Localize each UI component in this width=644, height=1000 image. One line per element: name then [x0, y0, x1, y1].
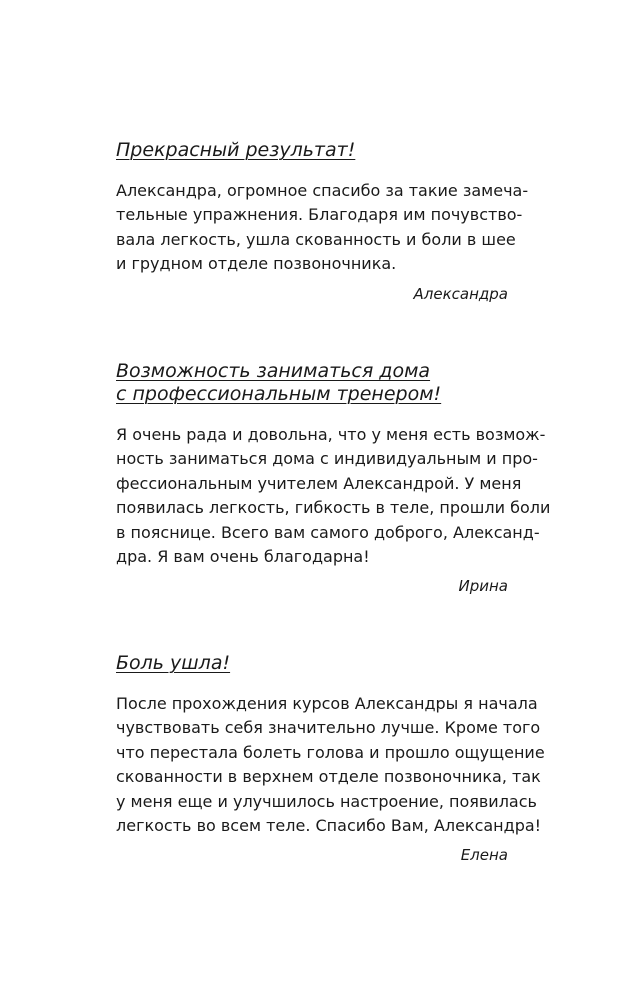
review-text — [116, 692, 545, 838]
text-line: и грудном отделе позвоночника. — [116, 254, 397, 274]
review-title — [116, 652, 508, 675]
review-2 — [116, 360, 551, 597]
text-line: После прохождения курсов Александры я начала — [116, 694, 538, 713]
text-line: ность заниматься дома с индивидуальным и про- — [116, 449, 538, 469]
review-text — [116, 179, 529, 277]
text-line: что перестала болеть голова и прошло ощущение — [116, 742, 545, 762]
review-author: Ирина — [458, 577, 508, 596]
review-text — [116, 423, 551, 569]
text-line: чувствовать себя значительно лучше. Кроме того — [116, 718, 541, 738]
text-line: дра. Я вам очень благодарна! — [116, 547, 370, 567]
review-title-line: с профессиональным тренером! — [116, 383, 442, 405]
review-3 — [116, 652, 545, 866]
review-1 — [116, 139, 529, 305]
review-title — [116, 139, 508, 162]
text-line: Александра, огромное спасибо за такие замеча- — [116, 181, 529, 200]
text-line: вала легкость, ушла скованность и боли в шее — [116, 229, 516, 249]
review-title-line: Возможность заниматься дома — [116, 360, 431, 382]
text-line: в пояснице. Всего вам самого доброго, Александ- — [116, 522, 540, 542]
text-line: фессиональным учителем Александрой. У меня — [116, 473, 522, 493]
review-author: Александра — [413, 284, 508, 303]
review-title — [116, 360, 508, 406]
review-author: Елена — [460, 846, 508, 865]
text-line: легкость во всем теле. Спасибо Вам, Александра! — [116, 816, 542, 836]
text-line: появилась легкость, гибкость в теле, прошли боли — [116, 498, 551, 518]
review-title-line: Боль ушла! — [116, 652, 231, 674]
text-line: Я очень рада и довольна, что у меня есть возмож- — [116, 425, 546, 444]
text-line: скованности в верхнем отделе позвоночника, так — [116, 767, 541, 787]
text-line: тельные упражнения. Благодаря им почувство- — [116, 205, 523, 225]
review-title-line: Прекрасный результат! — [116, 139, 356, 161]
text-line: у меня еще и улучшилось настроение, появилась — [116, 791, 537, 811]
